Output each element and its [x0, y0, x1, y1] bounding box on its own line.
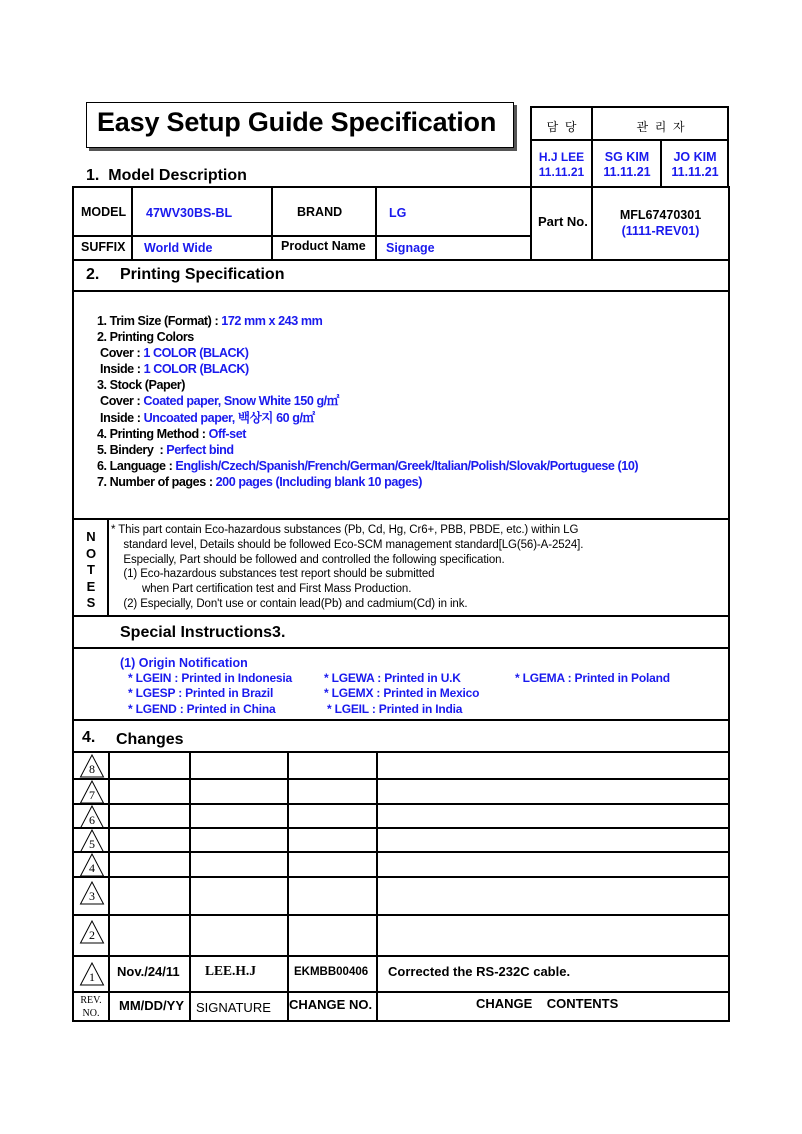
- revision-triangle-icon: 4: [79, 853, 105, 877]
- rev-no-header: REV. NO.: [80, 995, 102, 1019]
- product-name-label: Product Name: [281, 239, 366, 253]
- signer-date: 11.11.21: [671, 165, 719, 179]
- signer-date: 11.11.21: [538, 165, 585, 179]
- spec-line: 6. Language : English/Czech/Spanish/French/German/Greek/Italian/Polish/Slovak/Portuguese (10): [97, 458, 639, 473]
- origin-item: * LGESP : Printed in Brazil: [128, 686, 274, 700]
- signer-2: [593, 150, 661, 180]
- brand-value: LG: [389, 206, 407, 220]
- section2-heading: Printing Specification: [120, 266, 285, 283]
- spec-line: 7. Number of pages : 200 pages (Including blank 10 pages): [97, 474, 422, 489]
- approval-header-manager: 관 리 자: [636, 120, 685, 134]
- spec-line: Cover : Coated paper, Snow White 150 g/㎡: [97, 394, 339, 409]
- change-signature: LEE.H.J: [205, 963, 257, 978]
- spec-line: 4. Printing Method : Off-set: [97, 426, 247, 441]
- origin-item: * LGEND : Printed in China: [128, 702, 276, 716]
- section4-heading: Changes: [116, 731, 184, 748]
- signer-name: H.J LEE: [538, 150, 585, 164]
- part-no-label: Part No.: [538, 214, 588, 229]
- revision-triangle-icon: 6: [79, 805, 105, 829]
- change-date: Nov./24/11: [117, 964, 180, 979]
- origin-item: * LGEIN : Printed in Indonesia: [128, 671, 293, 685]
- suffix-label: SUFFIX: [81, 240, 126, 254]
- change-number: EKMBB00406: [294, 966, 369, 978]
- signer-date: 11.11.21: [603, 165, 651, 179]
- origin-item: * LGEIL : Printed in India: [327, 702, 463, 716]
- model-value: 47WV30BS-BL: [146, 206, 233, 220]
- spec-line: 2. Printing Colors: [97, 330, 194, 345]
- origin-item: * LGEMX : Printed in Mexico: [324, 686, 480, 700]
- revision-triangle-icon: 5: [79, 829, 105, 853]
- revision-triangle-icon: 3: [79, 881, 105, 905]
- document-title: Easy Setup Guide Specification: [97, 107, 497, 137]
- signer-1: [531, 150, 592, 180]
- spec-line: Inside : 1 COLOR (BLACK): [97, 362, 249, 377]
- section1-heading: 1. Model Description: [86, 167, 247, 184]
- printing-spec-list: [97, 313, 638, 490]
- section3-heading: Special Instructions3.: [120, 624, 286, 641]
- spec-line: Cover : 1 COLOR (BLACK): [97, 346, 249, 361]
- signer-name: JO KIM: [673, 150, 717, 164]
- spec-line: 3. Stock (Paper): [97, 378, 185, 393]
- signature-header: SIGNATURE: [196, 1000, 271, 1015]
- brand-label: BRAND: [297, 205, 343, 219]
- section2-number: 2.: [86, 266, 100, 283]
- date-header: MM/DD/YY: [119, 998, 184, 1013]
- section4-number: 4.: [82, 729, 96, 746]
- spec-line: 1. Trim Size (Format) : 172 mm x 243 mm: [97, 314, 323, 328]
- part-no-value: MFL67470301: [619, 208, 702, 222]
- revision-triangle-icon: 7: [79, 780, 105, 804]
- origin-notification-title: (1) Origin Notification: [120, 656, 248, 670]
- spec-line: Inside : Uncoated paper, 백상지 60 g/㎡: [97, 410, 315, 425]
- approval-header-charge: 담 당: [546, 120, 577, 134]
- part-no-revision: (1111-REV01): [621, 224, 700, 238]
- signer-name: SG KIM: [604, 150, 650, 164]
- revision-triangle-icon: 2: [79, 920, 105, 944]
- change-no-header: CHANGE NO.: [289, 997, 373, 1012]
- signer-3: [662, 150, 728, 180]
- spec-line: 5. Bindery : Perfect bind: [97, 442, 234, 457]
- origin-item: * LGEMA : Printed in Poland: [515, 671, 670, 685]
- notes-text: * This part contain Eco-hazardous substances (Pb, Cd, Hg, Cr6+, PBB, PBDE, etc.) within LG standard level, Details should be followed Eco-SCM management standard[LG(56)-A-2524]. Especially, Part should be followed and controlled the following specification. (1) Eco-hazardous substances test report should be submitted when Part certification test and First Mass Production. (2) Especially, Don't use or contain lead(Pb) and cadmium(Cd) in ink.: [111, 524, 584, 610]
- product-name-value: Signage: [386, 241, 435, 255]
- revision-triangle-icon: 1: [79, 962, 105, 986]
- model-label: MODEL: [81, 205, 127, 219]
- revision-triangle-icon: 8: [79, 754, 105, 778]
- suffix-value: World Wide: [144, 241, 213, 255]
- change-contents-header: CHANGE CONTENTS: [476, 996, 619, 1011]
- change-contents: Corrected the RS-232C cable.: [388, 964, 571, 979]
- origin-item: * LGEWA : Printed in U.K: [324, 671, 461, 685]
- notes-label: N O T E S: [85, 529, 97, 611]
